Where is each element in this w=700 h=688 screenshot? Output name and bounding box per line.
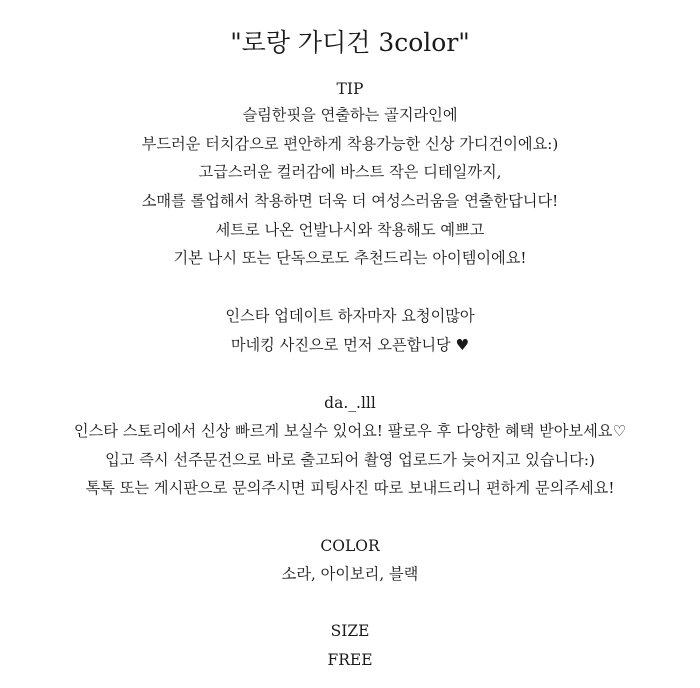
tip-line-1: 슬림한핏을 연출하는 골지라인에 bbox=[242, 106, 458, 124]
product-title: "로랑 가디건 3color" bbox=[230, 28, 470, 57]
color-heading: COLOR bbox=[320, 537, 380, 555]
notice-line-2: 마네킹 사진으로 먼저 오픈합니당 ♥ bbox=[230, 336, 470, 354]
contact-line-3: 톡톡 또는 게시판으로 문의주시면 피팅사진 따로 보내드리니 편하게 문의주세요! bbox=[85, 479, 615, 497]
tip-line-2: 부드러운 터치감으로 편안하게 착용가능한 신상 가디건이에요:) bbox=[141, 135, 559, 153]
contact-line-1: 인스타 스토리에서 신상 빠르게 보실수 있어요! 팔로우 후 다양한 혜택 받아보세요♡ bbox=[73, 422, 627, 440]
tip-line-3: 고급스러운 컬러감에 바스트 작은 디테일까지, bbox=[198, 163, 502, 181]
tip-line-4: 소매를 롤업해서 착용하면 더욱 더 여성스러움을 연출한답니다! bbox=[141, 192, 559, 210]
size-heading: SIZE bbox=[330, 622, 370, 640]
contact-line-2: 입고 즉시 선주문건으로 바로 출고되어 촬영 업로드가 늦어지고 있습니다:) bbox=[105, 451, 595, 469]
size-value: FREE bbox=[327, 651, 373, 669]
color-options: 소라, 아이보리, 블랙 bbox=[281, 565, 419, 583]
tip-line-5: 세트로 나온 언발나시와 착용해도 예쁘고 bbox=[215, 221, 485, 239]
notice-line-1: 인스타 업데이트 하자마자 요청이많아 bbox=[225, 307, 475, 325]
instagram-handle: da._.lll bbox=[324, 394, 376, 412]
tip-heading: TIP bbox=[336, 80, 364, 98]
tip-line-6: 기본 나시 또는 단독으로도 추천드리는 아이템이에요! bbox=[173, 249, 527, 267]
